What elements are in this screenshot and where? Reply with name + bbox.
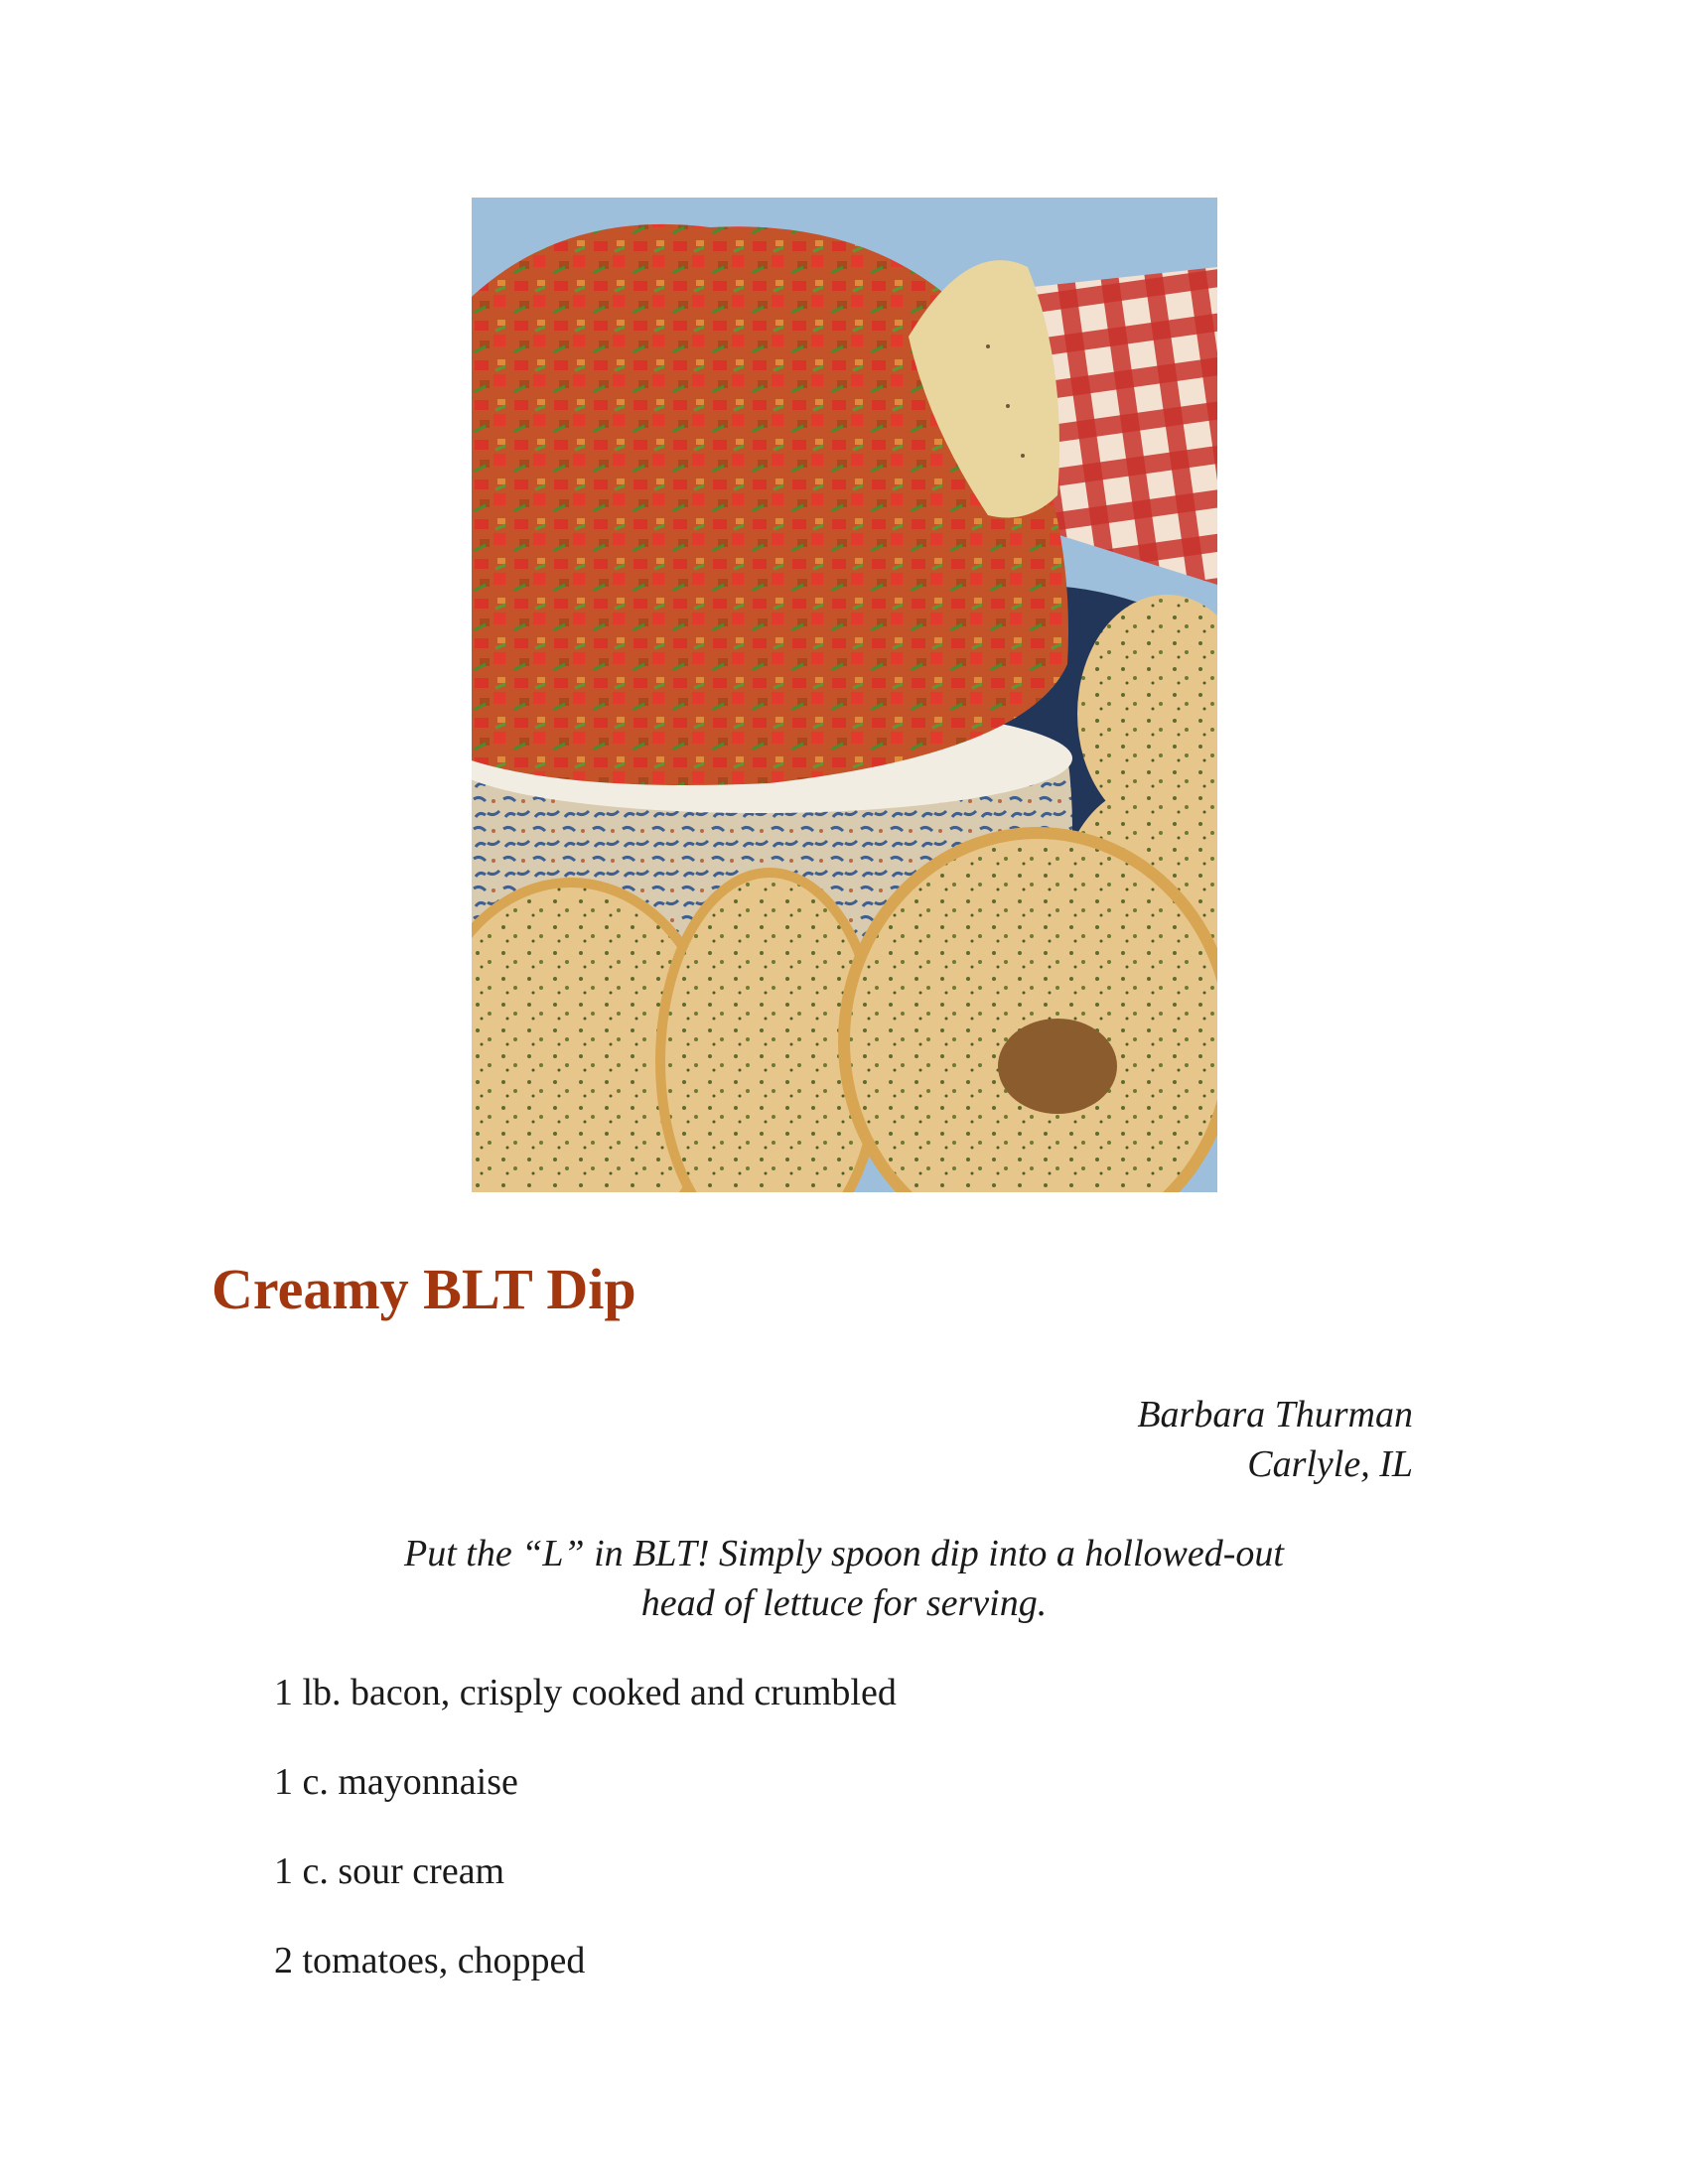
intro-line-1: Put the “L” in BLT! Simply spoon dip into a hollowed-out: [404, 1533, 1284, 1574]
ingredient-list: [274, 1668, 897, 2025]
author-name: Barbara Thurman: [1137, 1394, 1413, 1435]
author-block: [1137, 1390, 1413, 1489]
author-location: Carlyle, IL: [1247, 1443, 1413, 1485]
recipe-photo: [472, 198, 1217, 1192]
ingredient-item: 1 lb. bacon, crisply cooked and crumbled: [274, 1672, 897, 1713]
ingredient-item: 2 tomatoes, chopped: [274, 1940, 586, 1981]
ingredient-item: 1 c. sour cream: [274, 1850, 505, 1892]
intro-line-2: head of lettuce for serving.: [640, 1582, 1048, 1624]
recipe-title: Creamy BLT Dip: [211, 1257, 636, 1321]
ingredient-item: 1 c. mayonnaise: [274, 1761, 518, 1803]
recipe-intro: [248, 1529, 1440, 1628]
